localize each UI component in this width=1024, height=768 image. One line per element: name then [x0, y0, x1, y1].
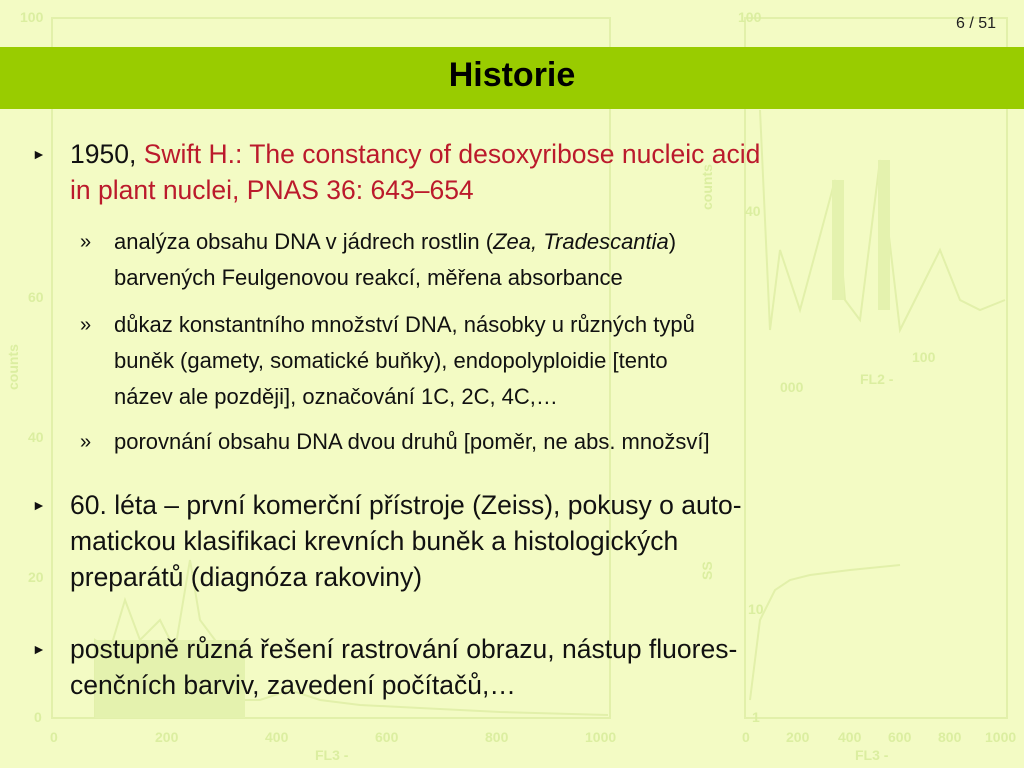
- bullet-marker-icon: ►: [32, 497, 46, 513]
- subitem-marker-icon: »: [80, 431, 92, 453]
- bullet-1950-prefix: 1950,: [70, 139, 144, 169]
- bullet-postupne-line1: postupně různá řešení rastrování obrazu, nástup fluores-: [70, 634, 738, 664]
- right-inset-label2: 000: [780, 379, 804, 395]
- right-xtick-200: 200: [786, 729, 810, 745]
- subitem-analyza-pre: analýza obsahu DNA v jádrech rostlin (: [114, 229, 494, 254]
- subitem-dukaz-line1: důkaz konstantního množství DNA, násobky u různých typů: [114, 312, 695, 337]
- slide-title: Historie: [448, 55, 576, 94]
- bullet-marker-icon: ►: [32, 641, 46, 657]
- bullet-1950-line1: [70, 136, 970, 172]
- right-ytick-1: 1: [752, 709, 760, 725]
- left-ytick-20: 20: [28, 569, 44, 585]
- right-ytick-10: 10: [748, 601, 764, 617]
- subitem-porovnani-line1: porovnání obsahu DNA dvou druhů [poměr, ne abs. množsví]: [114, 429, 710, 454]
- right-inset-tick: 100: [912, 349, 936, 365]
- left-ytick-0: 0: [34, 709, 42, 725]
- right-ytick-40: 40: [745, 203, 761, 219]
- left-xtick-400: 400: [265, 729, 289, 745]
- subitem-marker-icon: »: [80, 314, 92, 336]
- subitem-analyza-line2: barvených Feulgenovou reakcí, měřena absorbance: [114, 265, 623, 290]
- bullet-60-leta-line1: 60. léta – první komerční přístroje (Zeiss), pokusy o auto-: [70, 490, 742, 520]
- subitem-dukaz-line3: název ale později], označování 1C, 2C, 4C,…: [114, 384, 558, 409]
- left-ytick-100: 100: [20, 9, 44, 25]
- right-xtick-800: 800: [938, 729, 962, 745]
- right-xtick-400: 400: [838, 729, 862, 745]
- left-xtick-200: 200: [155, 729, 179, 745]
- left-ytick-60: 60: [28, 289, 44, 305]
- bullet-marker-icon: ►: [32, 146, 46, 162]
- left-xtick-600: 600: [375, 729, 399, 745]
- citation-line2: in plant nuclei, PNAS 36: 643–654: [70, 175, 474, 205]
- bullet-postupne-line2: cenčních barviv, zavedení počítačů,…: [70, 670, 516, 700]
- right-inset-label: FL2 -: [860, 371, 894, 387]
- bullet-60-leta-line2: matickou klasifikaci krevních buněk a histologických: [70, 526, 679, 556]
- right-xlabel: FL3 -: [855, 747, 889, 763]
- right-xtick-0: 0: [742, 729, 750, 745]
- right-ssc-label: SS: [699, 561, 715, 580]
- left-xtick-1000: 1000: [585, 729, 617, 745]
- page-counter: 6 / 51: [955, 15, 996, 32]
- subitem-marker-icon: »: [80, 231, 92, 253]
- citation-line1: Swift H.: The constancy of desoxyribose nucleic acid: [143, 139, 761, 169]
- subitem-analyza-italic: Zea, Tradescantia: [493, 229, 669, 254]
- right-xtick-1000: 1000: [985, 729, 1017, 745]
- left-xlabel: FL3 -: [315, 747, 349, 763]
- right-ylabel: counts: [699, 164, 715, 210]
- subitem-dukaz-line2: buněk (gamety, somatické buňky), endopolyploidie [tento: [114, 348, 668, 373]
- left-xtick-0: 0: [50, 729, 58, 745]
- left-ylabel: counts: [5, 344, 21, 390]
- right-xtick-600: 600: [888, 729, 912, 745]
- left-ytick-40: 40: [28, 429, 44, 445]
- right-ytick-100: 100: [738, 9, 762, 25]
- subitem-analyza-post: ): [668, 229, 677, 254]
- subitem-analyza-line1: [114, 224, 974, 260]
- left-xtick-800: 800: [485, 729, 509, 745]
- bullet-60-leta-line3: preparátů (diagnóza rakoviny): [70, 562, 423, 592]
